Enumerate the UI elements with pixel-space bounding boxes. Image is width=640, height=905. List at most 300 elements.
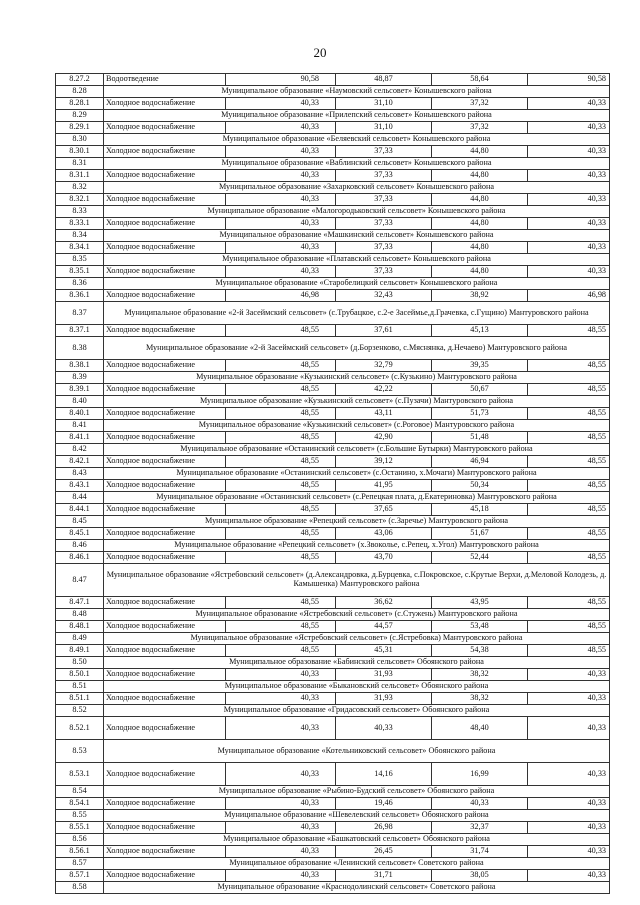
table-row [56, 669, 610, 681]
tariff-value-2: 37,33 [336, 170, 432, 182]
municipality-heading: Муниципальное образование «Останинский сельсовет» (с.Большие Бутырки) Мантуровского района [104, 444, 610, 456]
tariff-value-3: 38,32 [432, 693, 528, 705]
tariff-value-3: 37,32 [432, 98, 528, 110]
table-row [56, 693, 610, 705]
tariff-value-1: 48,55 [226, 552, 336, 564]
row-code: 8.42.1 [56, 456, 104, 468]
section-heading-row [56, 254, 610, 266]
tariff-value-1: 46,98 [226, 290, 336, 302]
tariff-value-1: 48,55 [226, 645, 336, 657]
tariff-value-4: 40,33 [528, 717, 610, 740]
municipality-heading: Муниципальное образование «Кузькинский сельсовет» (с.Роговое) Мантуровского района [104, 420, 610, 432]
tariff-value-2: 26,45 [336, 846, 432, 858]
row-code: 8.51.1 [56, 693, 104, 705]
municipality-heading: Муниципальное образование «Гридасовский сельсовет» Обоянского района [104, 705, 610, 717]
row-code: 8.42 [56, 444, 104, 456]
tariff-value-3: 44,80 [432, 194, 528, 206]
row-code: 8.55 [56, 810, 104, 822]
row-code: 8.40.1 [56, 408, 104, 420]
tariff-value-1: 40,33 [226, 870, 336, 882]
municipality-heading: Муниципальное образование «Останинский сельсовет» (с.Репецкая плата, д.Екатериновка) Мантуровского района [104, 492, 610, 504]
tariff-value-2: 40,33 [336, 717, 432, 740]
tariff-value-1: 40,33 [226, 763, 336, 786]
tariff-value-1: 40,33 [226, 98, 336, 110]
tariff-value-4: 48,55 [528, 432, 610, 444]
row-code: 8.46.1 [56, 552, 104, 564]
municipality-heading: Муниципальное образование «Рыбино-Будский сельсовет» Обоянского района [104, 786, 610, 798]
table-row [56, 822, 610, 834]
tariff-value-4: 48,55 [528, 360, 610, 372]
section-heading-row [56, 278, 610, 290]
tariff-value-3: 38,92 [432, 290, 528, 302]
municipality-heading: Муниципальное образование «Беляевский сельсовет» Конышевского района [104, 134, 610, 146]
tariff-value-2: 31,71 [336, 870, 432, 882]
section-heading-row [56, 444, 610, 456]
row-code: 8.31.1 [56, 170, 104, 182]
tariff-value-3: 51,73 [432, 408, 528, 420]
row-code: 8.48.1 [56, 621, 104, 633]
tariff-value-1: 48,55 [226, 480, 336, 492]
table-row [56, 456, 610, 468]
section-heading-row [56, 657, 610, 669]
tariff-value-4: 40,33 [528, 846, 610, 858]
tariff-value-3: 43,95 [432, 597, 528, 609]
tariff-value-4: 40,33 [528, 669, 610, 681]
table-row [56, 597, 610, 609]
service-name: Холодное водоснабжение [104, 408, 226, 420]
row-code: 8.30.1 [56, 146, 104, 158]
table-row [56, 122, 610, 134]
service-name: Холодное водоснабжение [104, 822, 226, 834]
table-row [56, 218, 610, 230]
tariff-value-1: 40,33 [226, 218, 336, 230]
tariff-value-1: 48,55 [226, 528, 336, 540]
table-row [56, 74, 610, 86]
municipality-heading: Муниципальное образование «Ленинский сельсовет» Советского района [104, 858, 610, 870]
tariff-value-3: 39,35 [432, 360, 528, 372]
tariff-value-1: 48,55 [226, 360, 336, 372]
row-code: 8.57 [56, 858, 104, 870]
tariff-value-2: 45,31 [336, 645, 432, 657]
service-name: Холодное водоснабжение [104, 645, 226, 657]
section-heading-row [56, 492, 610, 504]
section-heading-row [56, 86, 610, 98]
tariff-table-body [56, 74, 610, 894]
section-heading-row [56, 230, 610, 242]
row-code: 8.46 [56, 540, 104, 552]
tariff-value-2: 43,06 [336, 528, 432, 540]
municipality-heading: Муниципальное образование «2-й Засеймский сельсовет» (с.Трубацкое, с.2-е Засеймье,д.Грачевка, с.Гущино) Мантуровского района [104, 302, 610, 325]
tariff-value-3: 45,13 [432, 325, 528, 337]
section-heading-row [56, 834, 610, 846]
municipality-heading: Муниципальное образование «Наумовский сельсовет» Конышевского района [104, 86, 610, 98]
municipality-heading: Муниципальное образование «Ястребовский сельсовет» (с.Стужень) Мантуровского района [104, 609, 610, 621]
section-heading-row [56, 786, 610, 798]
row-code: 8.56.1 [56, 846, 104, 858]
tariff-value-3: 54,38 [432, 645, 528, 657]
table-row [56, 798, 610, 810]
tariff-value-3: 40,33 [432, 798, 528, 810]
tariff-value-2: 32,79 [336, 360, 432, 372]
tariff-value-4: 48,55 [528, 504, 610, 516]
row-code: 8.39.1 [56, 384, 104, 396]
section-heading-row [56, 633, 610, 645]
tariff-value-3: 16,99 [432, 763, 528, 786]
service-name: Холодное водоснабжение [104, 242, 226, 254]
tariff-value-2: 42,22 [336, 384, 432, 396]
tariff-value-2: 37,61 [336, 325, 432, 337]
tariff-value-4: 90,58 [528, 74, 610, 86]
row-code: 8.33 [56, 206, 104, 218]
table-row [56, 194, 610, 206]
tariff-value-1: 48,55 [226, 456, 336, 468]
service-name: Холодное водоснабжение [104, 218, 226, 230]
tariff-value-3: 38,05 [432, 870, 528, 882]
service-name: Холодное водоснабжение [104, 717, 226, 740]
row-code: 8.27.2 [56, 74, 104, 86]
tariff-value-3: 38,32 [432, 669, 528, 681]
service-name: Холодное водоснабжение [104, 325, 226, 337]
tariff-value-2: 37,33 [336, 218, 432, 230]
tariff-value-2: 37,33 [336, 146, 432, 158]
table-row [56, 528, 610, 540]
tariff-value-1: 48,55 [226, 621, 336, 633]
page-number: 20 [313, 45, 327, 60]
tariff-value-4: 40,33 [528, 218, 610, 230]
tariff-value-4: 40,33 [528, 194, 610, 206]
service-name: Холодное водоснабжение [104, 597, 226, 609]
tariff-value-3: 50,67 [432, 384, 528, 396]
tariff-value-4: 48,55 [528, 408, 610, 420]
tariff-value-3: 44,80 [432, 170, 528, 182]
tariff-value-3: 51,67 [432, 528, 528, 540]
table-row [56, 846, 610, 858]
municipality-heading: Муниципальное образование «Ястребовский сельсовет» (с.Ястребовка) Мантуровского района [104, 633, 610, 645]
tariff-value-2: 32,43 [336, 290, 432, 302]
service-name: Холодное водоснабжение [104, 360, 226, 372]
tariff-value-3: 37,32 [432, 122, 528, 134]
municipality-heading: Муниципальное образование «Захарковский сельсовет» Конышевского района [104, 182, 610, 194]
tariff-value-1: 48,55 [226, 384, 336, 396]
row-code: 8.29.1 [56, 122, 104, 134]
tariff-value-1: 40,33 [226, 717, 336, 740]
tariff-value-3: 44,80 [432, 266, 528, 278]
tariff-value-1: 48,55 [226, 432, 336, 444]
section-heading-row [56, 705, 610, 717]
tariff-value-2: 44,57 [336, 621, 432, 633]
tariff-value-1: 48,55 [226, 504, 336, 516]
row-code: 8.38 [56, 337, 104, 360]
section-heading-row [56, 858, 610, 870]
section-heading-row [56, 540, 610, 552]
municipality-heading: Муниципальное образование «2-й Засеймский сельсовет» (д.Борзенково, с.Мяснянка, д.Нечаево) Мантуровского района [104, 337, 610, 360]
service-name: Холодное водоснабжение [104, 763, 226, 786]
row-code: 8.53.1 [56, 763, 104, 786]
table-row [56, 552, 610, 564]
tariff-value-3: 53,48 [432, 621, 528, 633]
service-name: Холодное водоснабжение [104, 122, 226, 134]
table-row [56, 763, 610, 786]
row-code: 8.54.1 [56, 798, 104, 810]
row-code: 8.49.1 [56, 645, 104, 657]
tariff-value-3: 52,44 [432, 552, 528, 564]
tariff-value-4: 40,33 [528, 170, 610, 182]
tariff-value-1: 48,55 [226, 408, 336, 420]
section-heading-row [56, 516, 610, 528]
tariff-value-2: 19,46 [336, 798, 432, 810]
table-row [56, 242, 610, 254]
row-code: 8.55.1 [56, 822, 104, 834]
table-row [56, 266, 610, 278]
section-heading-row [56, 337, 610, 360]
table-row [56, 146, 610, 158]
tariff-value-4: 48,55 [528, 456, 610, 468]
table-row [56, 621, 610, 633]
table-row [56, 504, 610, 516]
section-heading-row [56, 420, 610, 432]
row-code: 8.34 [56, 230, 104, 242]
tariff-value-4: 48,55 [528, 528, 610, 540]
tariff-value-2: 36,62 [336, 597, 432, 609]
tariff-value-3: 46,94 [432, 456, 528, 468]
service-name: Водоотведение [104, 74, 226, 86]
row-code: 8.32 [56, 182, 104, 194]
row-code: 8.33.1 [56, 218, 104, 230]
tariff-value-4: 40,33 [528, 822, 610, 834]
tariff-value-2: 31,93 [336, 693, 432, 705]
section-heading-row [56, 609, 610, 621]
table-row [56, 480, 610, 492]
tariff-value-2: 31,93 [336, 669, 432, 681]
section-heading-row [56, 206, 610, 218]
tariff-value-4: 40,33 [528, 763, 610, 786]
tariff-value-1: 48,55 [226, 597, 336, 609]
tariff-value-1: 40,33 [226, 122, 336, 134]
row-code: 8.50 [56, 657, 104, 669]
tariff-table [55, 73, 610, 894]
row-code: 8.56 [56, 834, 104, 846]
row-code: 8.37 [56, 302, 104, 325]
service-name: Холодное водоснабжение [104, 456, 226, 468]
tariff-value-2: 31,10 [336, 98, 432, 110]
tariff-value-1: 40,33 [226, 242, 336, 254]
tariff-value-2: 37,33 [336, 242, 432, 254]
row-code: 8.34.1 [56, 242, 104, 254]
municipality-heading: Муниципальное образование «Краснодолинский сельсовет» Советского района [104, 882, 610, 894]
section-heading-row [56, 681, 610, 693]
tariff-value-4: 48,55 [528, 480, 610, 492]
municipality-heading: Муниципальное образование «Останинский сельсовет» (с.Останино, х.Мочаги) Мантуровского района [104, 468, 610, 480]
row-code: 8.28.1 [56, 98, 104, 110]
tariff-value-3: 31,74 [432, 846, 528, 858]
tariff-value-4: 40,33 [528, 122, 610, 134]
municipality-heading: Муниципальное образование «Репецкий сельсовет» (с.Заречье) Мантуровского района [104, 516, 610, 528]
row-code: 8.41.1 [56, 432, 104, 444]
section-heading-row [56, 468, 610, 480]
row-code: 8.53 [56, 740, 104, 763]
tariff-value-2: 39,12 [336, 456, 432, 468]
service-name: Холодное водоснабжение [104, 146, 226, 158]
tariff-value-3: 58,64 [432, 74, 528, 86]
row-code: 8.52 [56, 705, 104, 717]
section-heading-row [56, 182, 610, 194]
row-code: 8.51 [56, 681, 104, 693]
row-code: 8.35 [56, 254, 104, 266]
table-row [56, 325, 610, 337]
tariff-value-1: 48,55 [226, 325, 336, 337]
tariff-value-4: 40,33 [528, 266, 610, 278]
tariff-value-3: 44,80 [432, 242, 528, 254]
municipality-heading: Муниципальное образование «Прилепский сельсовет» Конышевского района [104, 110, 610, 122]
tariff-value-4: 48,55 [528, 552, 610, 564]
tariff-value-4: 48,55 [528, 384, 610, 396]
service-name: Холодное водоснабжение [104, 98, 226, 110]
tariff-value-3: 32,37 [432, 822, 528, 834]
tariff-value-1: 90,58 [226, 74, 336, 86]
tariff-value-2: 31,10 [336, 122, 432, 134]
service-name: Холодное водоснабжение [104, 846, 226, 858]
table-row [56, 432, 610, 444]
table-row [56, 645, 610, 657]
municipality-heading: Муниципальное образование «Ястребовский сельсовет» (д.Александровка, д.Бурцевка, с.Покровское, с.Крутые Верхи, д.Меловой Колодезь, д. Камышенка) Мантуровского района [104, 564, 610, 597]
tariff-value-4: 48,55 [528, 325, 610, 337]
section-heading-row [56, 810, 610, 822]
municipality-heading: Муниципальное образование «Кузькинский сельсовет» (с.Кузькино) Мантуровского района [104, 372, 610, 384]
tariff-value-2: 48,87 [336, 74, 432, 86]
row-code: 8.39 [56, 372, 104, 384]
tariff-value-4: 40,33 [528, 693, 610, 705]
row-code: 8.36 [56, 278, 104, 290]
tariff-value-4: 40,33 [528, 870, 610, 882]
row-code: 8.47 [56, 564, 104, 597]
table-row [56, 360, 610, 372]
tariff-value-3: 45,18 [432, 504, 528, 516]
service-name: Холодное водоснабжение [104, 194, 226, 206]
tariff-value-3: 48,40 [432, 717, 528, 740]
tariff-value-2: 43,11 [336, 408, 432, 420]
service-name: Холодное водоснабжение [104, 266, 226, 278]
tariff-value-1: 40,33 [226, 822, 336, 834]
tariff-value-4: 40,33 [528, 242, 610, 254]
row-code: 8.45.1 [56, 528, 104, 540]
table-row [56, 870, 610, 882]
service-name: Холодное водоснабжение [104, 669, 226, 681]
row-code: 8.30 [56, 134, 104, 146]
service-name: Холодное водоснабжение [104, 870, 226, 882]
municipality-heading: Муниципальное образование «Ваблинский сельсовет» Конышевского района [104, 158, 610, 170]
row-code: 8.52.1 [56, 717, 104, 740]
section-heading-row [56, 564, 610, 597]
section-heading-row [56, 158, 610, 170]
tariff-value-4: 48,55 [528, 621, 610, 633]
table-row [56, 717, 610, 740]
service-name: Холодное водоснабжение [104, 384, 226, 396]
tariff-value-4: 40,33 [528, 98, 610, 110]
tariff-value-4: 40,33 [528, 798, 610, 810]
section-heading-row [56, 740, 610, 763]
tariff-value-4: 46,98 [528, 290, 610, 302]
service-name: Холодное водоснабжение [104, 552, 226, 564]
table-row [56, 98, 610, 110]
tariff-value-2: 42,90 [336, 432, 432, 444]
municipality-heading: Муниципальное образование «Малогородьковский сельсовет» Конышевского района [104, 206, 610, 218]
service-name: Холодное водоснабжение [104, 621, 226, 633]
row-code: 8.38.1 [56, 360, 104, 372]
service-name: Холодное водоснабжение [104, 432, 226, 444]
municipality-heading: Муниципальное образование «Кузькинский сельсовет» (с.Пузачи) Мантуровского района [104, 396, 610, 408]
tariff-value-2: 43,70 [336, 552, 432, 564]
tariff-value-1: 40,33 [226, 693, 336, 705]
tariff-value-1: 40,33 [226, 170, 336, 182]
service-name: Холодное водоснабжение [104, 170, 226, 182]
service-name: Холодное водоснабжение [104, 290, 226, 302]
section-heading-row [56, 396, 610, 408]
row-code: 8.35.1 [56, 266, 104, 278]
service-name: Холодное водоснабжение [104, 798, 226, 810]
row-code: 8.31 [56, 158, 104, 170]
municipality-heading: Муниципальное образование «Машкинский сельсовет» Конышевского района [104, 230, 610, 242]
row-code: 8.43.1 [56, 480, 104, 492]
tariff-value-1: 40,33 [226, 798, 336, 810]
row-code: 8.40 [56, 396, 104, 408]
tariff-value-2: 37,33 [336, 194, 432, 206]
row-code: 8.32.1 [56, 194, 104, 206]
municipality-heading: Муниципальное образование «Платавский сельсовет» Конышевского района [104, 254, 610, 266]
municipality-heading: Муниципальное образование «Быкановский сельсовет» Обоянского района [104, 681, 610, 693]
row-code: 8.50.1 [56, 669, 104, 681]
row-code: 8.47.1 [56, 597, 104, 609]
table-row [56, 384, 610, 396]
tariff-value-1: 40,33 [226, 846, 336, 858]
municipality-heading: Муниципальное образование «Репецкий сельсовет» (х.Звоколье, с.Репец, х.Угол) Мантуровского района [104, 540, 610, 552]
section-heading-row [56, 110, 610, 122]
tariff-value-3: 50,34 [432, 480, 528, 492]
tariff-value-1: 40,33 [226, 194, 336, 206]
tariff-value-1: 40,33 [226, 146, 336, 158]
section-heading-row [56, 372, 610, 384]
tariff-value-3: 44,80 [432, 218, 528, 230]
row-code: 8.48 [56, 609, 104, 621]
tariff-value-2: 26,98 [336, 822, 432, 834]
tariff-value-3: 51,48 [432, 432, 528, 444]
service-name: Холодное водоснабжение [104, 480, 226, 492]
row-code: 8.37.1 [56, 325, 104, 337]
tariff-value-2: 14,16 [336, 763, 432, 786]
tariff-value-2: 37,33 [336, 266, 432, 278]
service-name: Холодное водоснабжение [104, 693, 226, 705]
row-code: 8.58 [56, 882, 104, 894]
table-row [56, 290, 610, 302]
row-code: 8.54 [56, 786, 104, 798]
table-row [56, 408, 610, 420]
row-code: 8.43 [56, 468, 104, 480]
municipality-heading: Муниципальное образование «Бабинский сельсовет» Обоянского района [104, 657, 610, 669]
row-code: 8.29 [56, 110, 104, 122]
municipality-heading: Муниципальное образование «Башкатовский сельсовет» Обоянского района [104, 834, 610, 846]
tariff-value-1: 40,33 [226, 266, 336, 278]
tariff-value-4: 48,55 [528, 597, 610, 609]
tariff-value-3: 44,80 [432, 146, 528, 158]
section-heading-row [56, 302, 610, 325]
section-heading-row [56, 134, 610, 146]
municipality-heading: Муниципальное образование «Старобелицкий сельсовет» Конышевского района [104, 278, 610, 290]
service-name: Холодное водоснабжение [104, 528, 226, 540]
tariff-value-1: 40,33 [226, 669, 336, 681]
row-code: 8.44 [56, 492, 104, 504]
municipality-heading: Муниципальное образование «Котельниковский сельсовет» Обоянского района [104, 740, 610, 763]
row-code: 8.41 [56, 420, 104, 432]
row-code: 8.44.1 [56, 504, 104, 516]
